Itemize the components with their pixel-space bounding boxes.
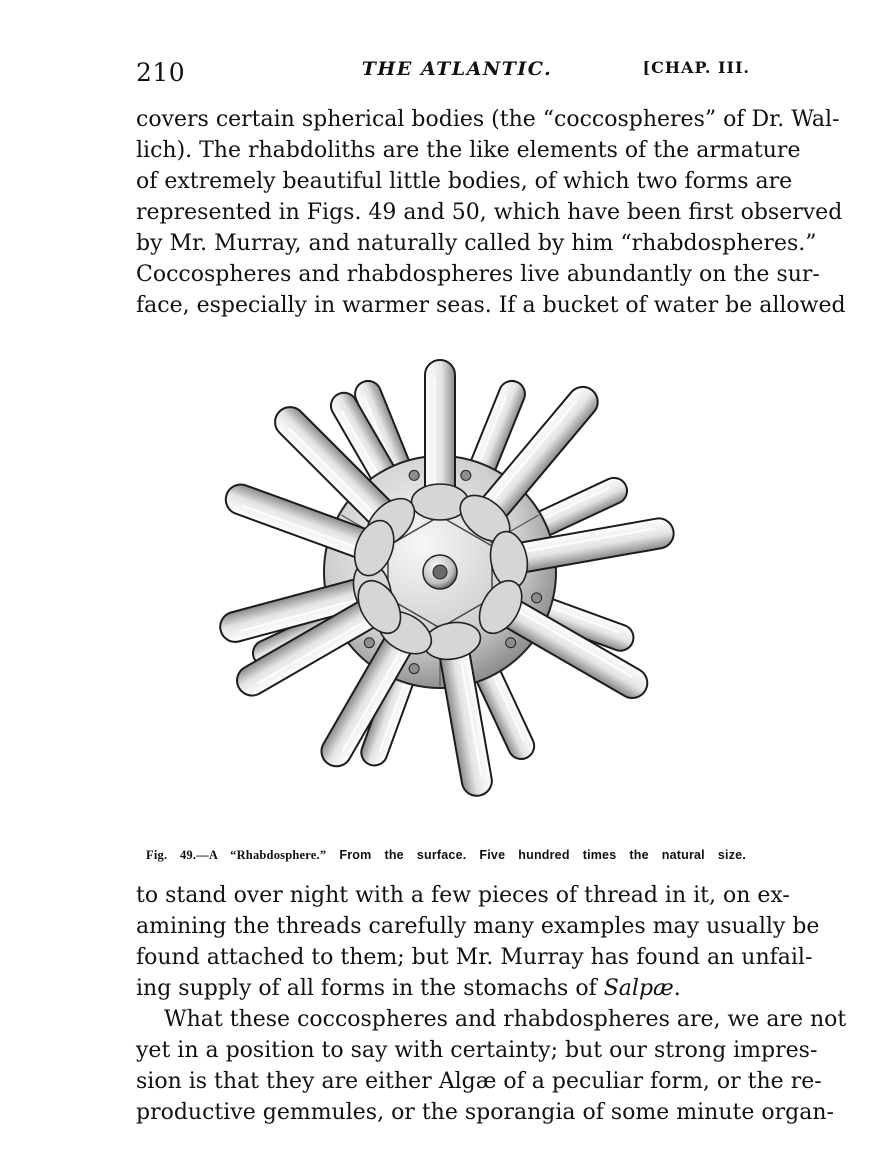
- text-line: Coccospheres and rhabdospheres live abundantly on the sur-: [136, 262, 820, 287]
- running-head: [136, 58, 750, 92]
- caption-text: From the surface. Five hundred times the natural size.: [339, 848, 746, 862]
- running-title: THE ATLANTIC.: [361, 58, 553, 80]
- surface-pore: [461, 470, 471, 480]
- text-fragment: ing supply of all forms in the stomachs of: [136, 976, 604, 1001]
- text-line: [136, 973, 750, 1004]
- surface-pore: [532, 593, 542, 603]
- text-line: face, especially in warmer seas. If a bucket of water be allowed: [136, 293, 846, 318]
- text-line: What these coccospheres and rhabdospheres are, we are not: [164, 1007, 847, 1032]
- text-line: lich). The rhabdoliths are the like elements of the armature: [136, 138, 801, 163]
- text-line: productive gemmules, or the sporangia of some minute organ-: [136, 1100, 834, 1125]
- text-line: amining the threads carefully many examples may usually be: [136, 914, 820, 939]
- caption-label: Fig. 49.—A “Rhabdosphere.”: [146, 848, 327, 862]
- text-line: found attached to them; but Mr. Murray has found an unfail-: [136, 945, 813, 970]
- genus-name: Salpæ: [603, 976, 674, 1001]
- surface-pore: [409, 664, 419, 674]
- text-line: sion is that they are either Algæ of a peculiar form, or the re-: [136, 1069, 822, 1094]
- spine-base: [412, 484, 469, 520]
- text-fragment: .: [673, 976, 681, 1001]
- paragraph-top: [136, 104, 846, 321]
- text-line: of extremely beautiful little bodies, of which two forms are: [136, 169, 793, 194]
- text-line: covers certain spherical bodies (the “coccospheres” of Dr. Wal-: [136, 107, 840, 132]
- text-line: represented in Figs. 49 and 50, which have been first observed: [136, 200, 843, 225]
- surface-pore: [506, 638, 516, 648]
- rhabdosphere-illustration: [170, 322, 710, 844]
- central-pore: [433, 565, 447, 579]
- text-line: yet in a position to say with certainty; but our strong impres-: [136, 1038, 818, 1063]
- chapter-reference: [CHAP. III.: [642, 58, 750, 77]
- text-line: to stand over night with a few pieces of thread in it, on ex-: [136, 883, 790, 908]
- page-number: 210: [136, 58, 186, 87]
- paragraph-next: [136, 1004, 847, 1128]
- surface-pore: [409, 470, 419, 480]
- figure-caption: [146, 848, 746, 863]
- text-line: by Mr. Murray, and naturally called by him “rhabdospheres.”: [136, 231, 817, 256]
- surface-pore: [364, 638, 374, 648]
- paragraph-continued: [136, 880, 820, 1004]
